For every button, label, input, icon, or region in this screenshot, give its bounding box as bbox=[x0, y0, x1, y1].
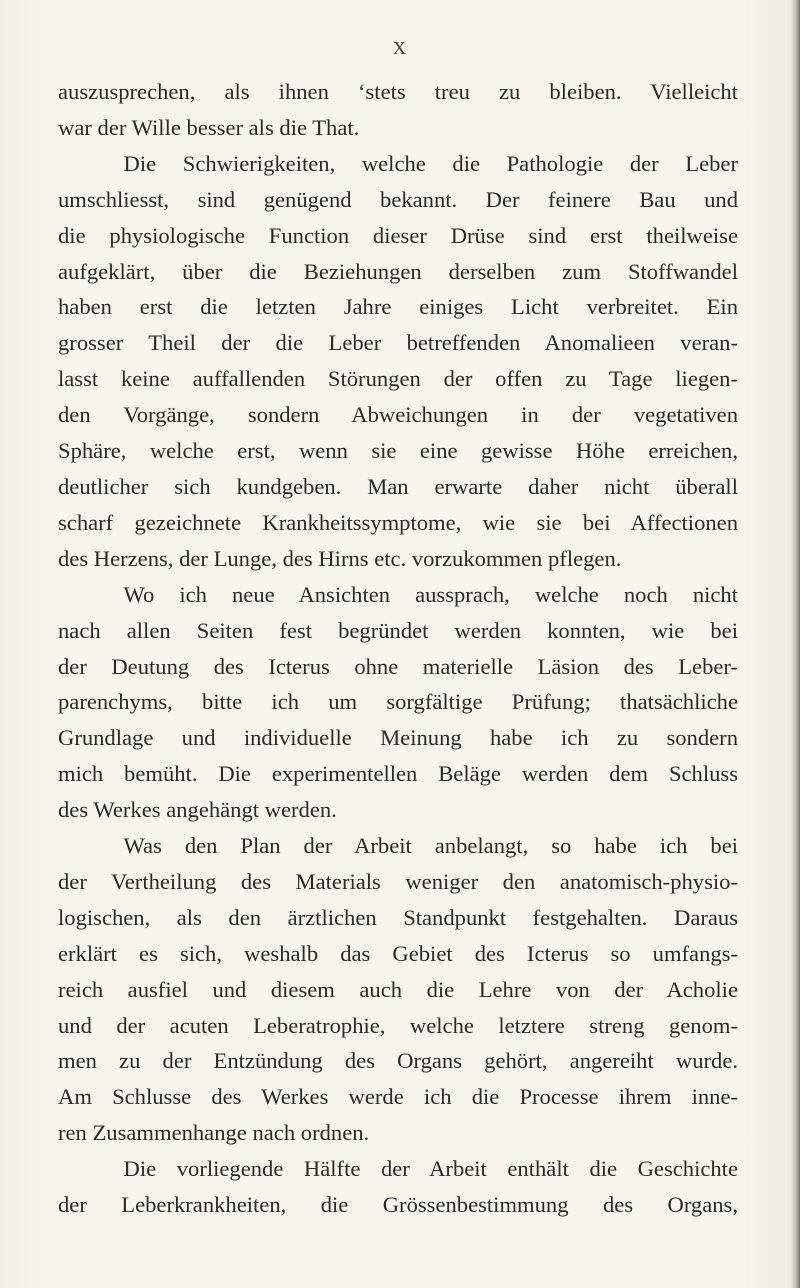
text-line: haben erst die letzten Jahre einiges Licht verbreitet. Ein bbox=[58, 294, 738, 320]
text-line: men zu der Entzündung des Organs gehört, angereiht wurde. bbox=[58, 1048, 738, 1074]
page-edge-shadow bbox=[790, 0, 800, 1288]
text-line: des Herzens, der Lunge, des Hirns etc. vorzukommen pflegen. bbox=[58, 545, 622, 571]
text-line: nach allen Seiten fest begründet werden konnten, wie bei bbox=[58, 617, 738, 643]
text-line: logischen, als den ärztlichen Standpunkt festgehalten. Daraus bbox=[58, 904, 738, 930]
paragraph bbox=[58, 828, 738, 1151]
text-line: lasst keine auffallenden Störungen der offen zu Tage liegen- bbox=[58, 366, 738, 392]
page-number: X bbox=[393, 38, 407, 58]
text-line: Die Schwierigkeiten, welche die Pathologie der Leber bbox=[123, 150, 738, 176]
text-line: Was den Plan der Arbeit anbelangt, so habe ich bei bbox=[123, 833, 738, 859]
text-line: der Vertheilung des Materials weniger den anatomisch-physio- bbox=[58, 868, 738, 894]
text-line: parenchyms, bitte ich um sorgfältige Prüfung; thatsächliche bbox=[58, 689, 738, 715]
text-line: Grundlage und individuelle Meinung habe ich zu sondern bbox=[58, 725, 738, 751]
text-line: der Deutung des Icterus ohne materielle Läsion des Leber- bbox=[58, 653, 738, 679]
text-line: Sphäre, welche erst, wenn sie eine gewisse Höhe erreichen, bbox=[58, 438, 738, 464]
text-line: der Leberkrankheiten, die Grössenbestimmung des Organs, bbox=[58, 1192, 738, 1218]
text-line: umschliesst, sind genügend bekannt. Der feinere Bau und bbox=[58, 186, 738, 212]
text-line: reich ausfiel und diesem auch die Lehre von der Acholie bbox=[58, 976, 738, 1002]
text-line: Am Schlusse des Werkes werde ich die Processe ihrem inne- bbox=[58, 1084, 738, 1110]
paragraph bbox=[58, 577, 738, 828]
text-line: ren Zusammenhange nach ordnen. bbox=[58, 1120, 370, 1146]
text-line: und der acuten Leberatrophie, welche letztere streng genom- bbox=[58, 1012, 738, 1038]
text-line: den Vorgänge, sondern Abweichungen in der vegetativen bbox=[58, 402, 738, 428]
text-line: Die vorliegende Hälfte der Arbeit enthält die Geschichte bbox=[123, 1156, 738, 1182]
text-line: aufgeklärt, über die Beziehungen derselben zum Stoffwandel bbox=[58, 258, 738, 284]
text-line: auszusprechen, als ihnen ‘stets treu zu bleiben. Vielleicht bbox=[58, 79, 738, 104]
text-line: die physiologische Function dieser Drüse sind erst theilweise bbox=[58, 222, 738, 248]
text-line: des Werkes angehängt werden. bbox=[58, 797, 337, 823]
text-line: war der Wille besser als die That. bbox=[58, 114, 360, 140]
text-line: Wo ich neue Ansichten aussprach, welche noch nicht bbox=[123, 581, 738, 607]
text-line: scharf gezeichnete Krankheitssymptome, wie sie bei Affectionen bbox=[58, 509, 738, 535]
body-text bbox=[58, 74, 738, 1223]
text-line: grosser Theil der die Leber betreffenden Anomalieen veran- bbox=[58, 330, 738, 356]
text-line: erklärt es sich, weshalb das Gebiet des Icterus so umfangs- bbox=[58, 940, 738, 966]
text-line: mich bemüht. Die experimentellen Beläge werden dem Schluss bbox=[58, 761, 738, 787]
paragraph bbox=[58, 74, 738, 146]
paragraph bbox=[58, 146, 738, 577]
text-line: deutlicher sich kundgeben. Man erwarte daher nicht überall bbox=[58, 473, 738, 499]
paragraph bbox=[58, 1151, 738, 1223]
